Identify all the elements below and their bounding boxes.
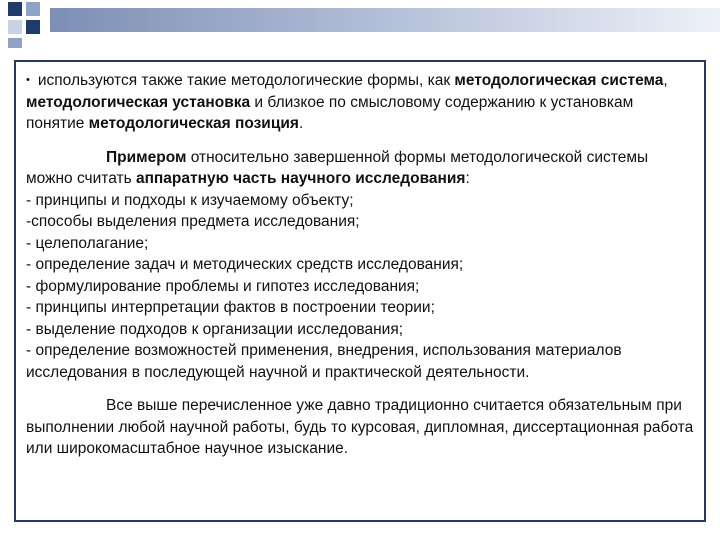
- text-run: :: [465, 170, 470, 187]
- bold-term: Примером: [106, 148, 187, 166]
- text-run: относительно завершенной формы методологической системы можно считать: [26, 148, 649, 187]
- bullet-icon: •: [26, 74, 30, 86]
- closing-paragraph: [26, 395, 694, 460]
- list-item: - определение возможностей применения, внедрения, использования материалов исследования в последующей научной и практической деятельности.: [26, 342, 622, 381]
- header-bar: [50, 8, 720, 32]
- text-run: .: [298, 115, 304, 132]
- content-box: [14, 60, 706, 522]
- text-run: используются также такие методологические формы, как: [37, 72, 455, 89]
- bold-term: методологическая система: [454, 72, 664, 89]
- list-item: - принципы интерпретации фактов в построении теории;: [26, 299, 435, 316]
- bold-term: аппаратную часть научного исследования: [135, 170, 466, 187]
- bold-term: методологическая позиция: [88, 115, 299, 132]
- bold-term: методологическая установка: [26, 93, 251, 111]
- decor-square: [26, 20, 40, 34]
- text-run: и близкое по смысловому содержанию к установкам понятие: [26, 93, 634, 132]
- text-run: ,: [663, 72, 668, 89]
- decor-square: [8, 38, 22, 48]
- decor-square: [8, 2, 22, 16]
- list-item: - выделение подходов к организации исследования;: [26, 320, 404, 338]
- list-item: -способы выделения предмета исследования;: [26, 213, 360, 230]
- text-run: Все выше перечисленное уже давно традиционно считается обязательным при выполнении любой научной работы, будь то курсовая, дипломная, диссертационная работа или широкомасштабное научное изыскание.: [26, 397, 694, 457]
- example-paragraph: [26, 147, 694, 190]
- list-item: - формулирование проблемы и гипотез исследования;: [26, 277, 420, 295]
- method-list: [26, 190, 694, 384]
- decor-square: [26, 2, 40, 16]
- list-item: - определение задач и методических средств исследования;: [26, 256, 464, 273]
- list-item: - целеполагание;: [26, 234, 149, 252]
- bullet-paragraph: [26, 70, 694, 135]
- decor-square: [8, 20, 22, 34]
- list-item: - принципы и подходы к изучаемому объекту;: [26, 191, 354, 209]
